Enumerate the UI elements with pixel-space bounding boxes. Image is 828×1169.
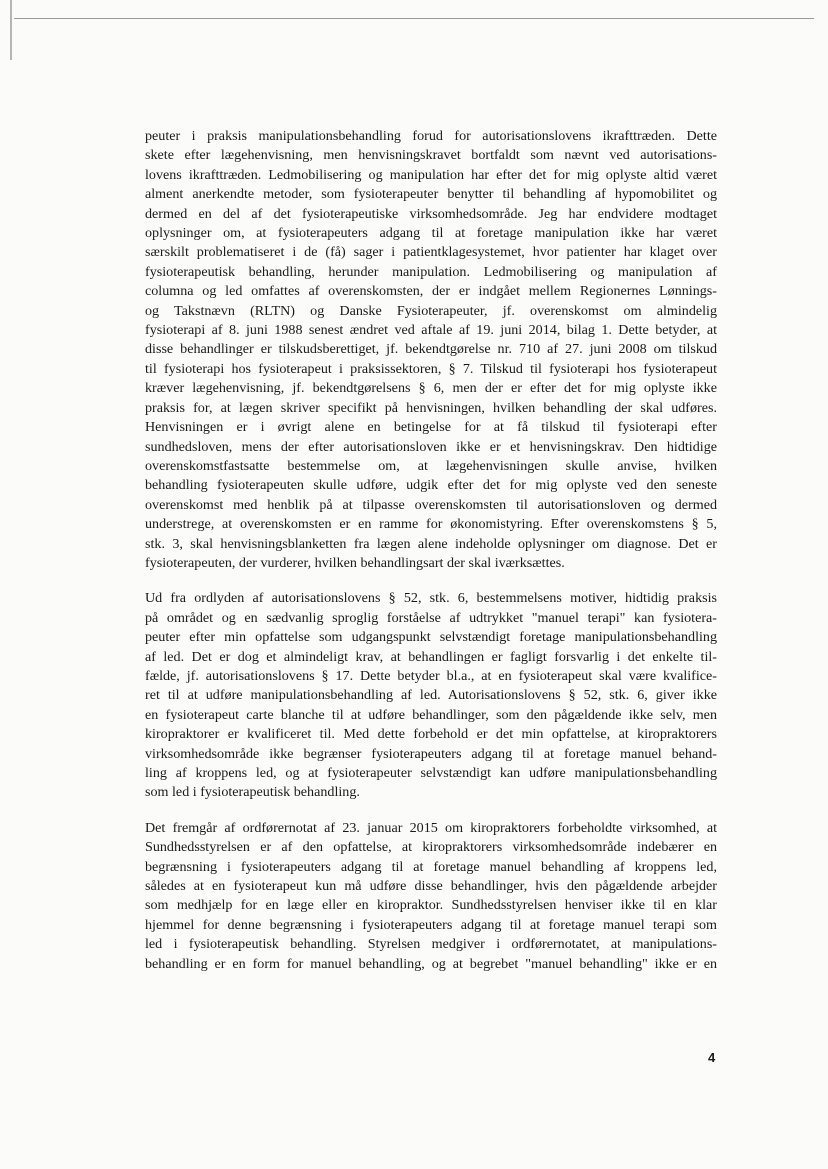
text-line: fysioterapeutisk behandling, herunder manipulation. Ledmobilisering og manipulation af xyxy=(145,263,717,280)
text-line: sundhedsloven, mens der efter autorisationsloven ikke er et henvisningskrav. Den hidtidige xyxy=(145,438,717,455)
text-line: som medhjælp for en læge eller en kiropraktor. Sundhedsstyrelsen henviser ikke til en klar xyxy=(145,897,717,914)
text-line: fælde, jf. autorisationslovens § 17. Dette betyder bl.a., at en fysioterapeut skal være kvalifice- xyxy=(145,667,717,684)
text-line: behandling er en form for manuel behandling, og at begrebet "manuel behandling" ikke er en xyxy=(145,955,717,972)
text-line: Sundhedsstyrelsen er af den opfattelse, at kiropraktorers virksomhedsområde indebærer en xyxy=(145,839,717,856)
text-line: praksis for, at lægen skriver specifikt på henvisningen, hvilken behandling der skal udføres. xyxy=(145,399,717,416)
text-line: virksomhedsområde ikke begrænser fysioterapeuters adgang til at foretage manuel behand- xyxy=(145,745,717,762)
text-line: peuter i praksis manipulationsbehandling forud for autorisationslovens ikrafttræden. Dette xyxy=(145,128,717,144)
text-line: skete efter lægehenvisning, men henvisningskravet bortfaldt som nævnt ved autorisations- xyxy=(145,147,717,164)
text-line: peuter efter min opfattelse som udgangspunkt selvstændigt foretage manipulationsbehandling xyxy=(145,629,717,646)
text-line: oplysninger om, at fysioterapeuters adgang til at foretage manipulation ikke har været xyxy=(145,225,717,242)
text-line: ret til at udføre manipulationsbehandling af led. Autorisationslovens § 52, stk. 6, giver ikke xyxy=(145,687,717,704)
text-line: columna og led omfattes af overenskomsten, der er indgået mellem Regionernes Lønnings- xyxy=(145,283,717,300)
paragraph-1 xyxy=(145,127,717,573)
text-line: begrænsning i fysioterapeuters adgang til at foretage manuel behandling af kroppens led, xyxy=(145,858,717,875)
text-line: kræver lægehenvisning, jf. bekendtgørelsens § 6, men der er efter det for mig oplyste ikke xyxy=(145,380,717,397)
paragraph-2 xyxy=(145,589,717,802)
text-line: som led i fysioterapeutisk behandling. xyxy=(145,784,360,801)
text-line: Ud fra ordlyden af autorisationslovens § 52, stk. 6, bestemmelsens motiver, hidtidig praksis xyxy=(145,590,717,607)
text-line: således at en fysioterapeut kun må udføre disse behandlinger, hvis den pågældende arbejder xyxy=(145,878,717,895)
text-line: Henvisningen er i øvrigt alene en betingelse for at få tilskud til fysioterapi efter xyxy=(145,419,717,436)
text-line: Det fremgår af ordførernotat af 23. januar 2015 om kiropraktorers forbeholdte virksomhed, at xyxy=(145,819,717,836)
scan-edge-line xyxy=(14,18,814,19)
paragraph-3 xyxy=(145,819,717,974)
text-line: behandling fysioterapeuten skulle udføre, udgik efter det for mig oplyste ved den seneste xyxy=(145,477,717,494)
text-line: fysioterapeuten, der vurderer, hvilken behandlingsart der skal iværksættes. xyxy=(145,554,565,571)
text-line: til fysioterapi hos fysioterapeut i praksissektoren, § 7. Tilskud til fysioterapi hos fysioterapeut xyxy=(145,360,717,377)
page-number: 4 xyxy=(708,1050,716,1065)
text-line: understrege, at overenskomsten er en ramme for økonomistyring. Efter overenskomstens § 5, xyxy=(145,516,717,533)
text-line: af led. Det er dog et almindeligt krav, at behandlingen er fagligt forsvarlig i det enkelte til- xyxy=(145,648,717,665)
text-line: en fysioterapeut carte blanche til at udføre behandlinger, som den pågældende ikke selv, men xyxy=(145,706,717,723)
text-line: kiropraktorer er kvalificeret til. Med dette forbehold er det min opfattelse, at kiropraktorers xyxy=(145,726,717,743)
text-line: på området og en sædvanlig sproglig forståelse af udtrykket "manuel terapi" kan fysiotera- xyxy=(145,609,717,626)
text-line: lovens ikrafttræden. Ledmobilisering og manipulation har efter det for mig oplyste altid været xyxy=(145,166,717,183)
page-body xyxy=(145,127,717,990)
text-line: overenskomst med henblik på at tilpasse overenskomsten til autorisationsloven og dermed xyxy=(145,496,717,513)
text-line: ling af kroppens led, og at fysioterapeuter selvstændigt kan udføre manipulationsbehandling xyxy=(145,765,717,781)
text-line: særskilt problematiseret i de (få) sager i patientklagesystemet, hvor patienter har klaget over xyxy=(145,244,717,261)
text-line: alment anerkendte metoder, som fysioterapeuter benytter til behandling af hypomobilitet og xyxy=(145,186,717,203)
text-line: overenskomstfastsatte bestemmelse om, at lægehenvisningen skulle anvise, hvilken xyxy=(145,457,717,474)
text-line: og Takstnævn (RLTN) og Danske Fysioterapeuter, jf. overenskomst om almindelig xyxy=(145,302,717,319)
text-line: fysioterapi af 8. juni 1988 senest ændret ved aftale af 19. juni 2014, bilag 1. Dette betyder, at xyxy=(145,322,717,339)
text-line: led i fysioterapeutisk behandling. Styrelsen medgiver i ordførernotatet, at manipulations- xyxy=(145,936,717,953)
text-line: disse behandlinger er tilskudsberettiget, jf. bekendtgørelse nr. 710 af 27. juni 2008 om tilskud xyxy=(145,341,717,358)
text-line: stk. 3, skal henvisningsblanketten fra lægen alene indeholde oplysninger om diagnose. Det er xyxy=(145,535,717,552)
scan-edge-mark xyxy=(10,0,12,60)
text-line: dermed en del af det fysioterapeutiske virksomhedsområde. Jeg har endvidere modtaget xyxy=(145,205,717,222)
text-line: hjemmel for denne begrænsning i fysioterapeuters adgang til at foretage manuel terapi som xyxy=(145,916,717,933)
